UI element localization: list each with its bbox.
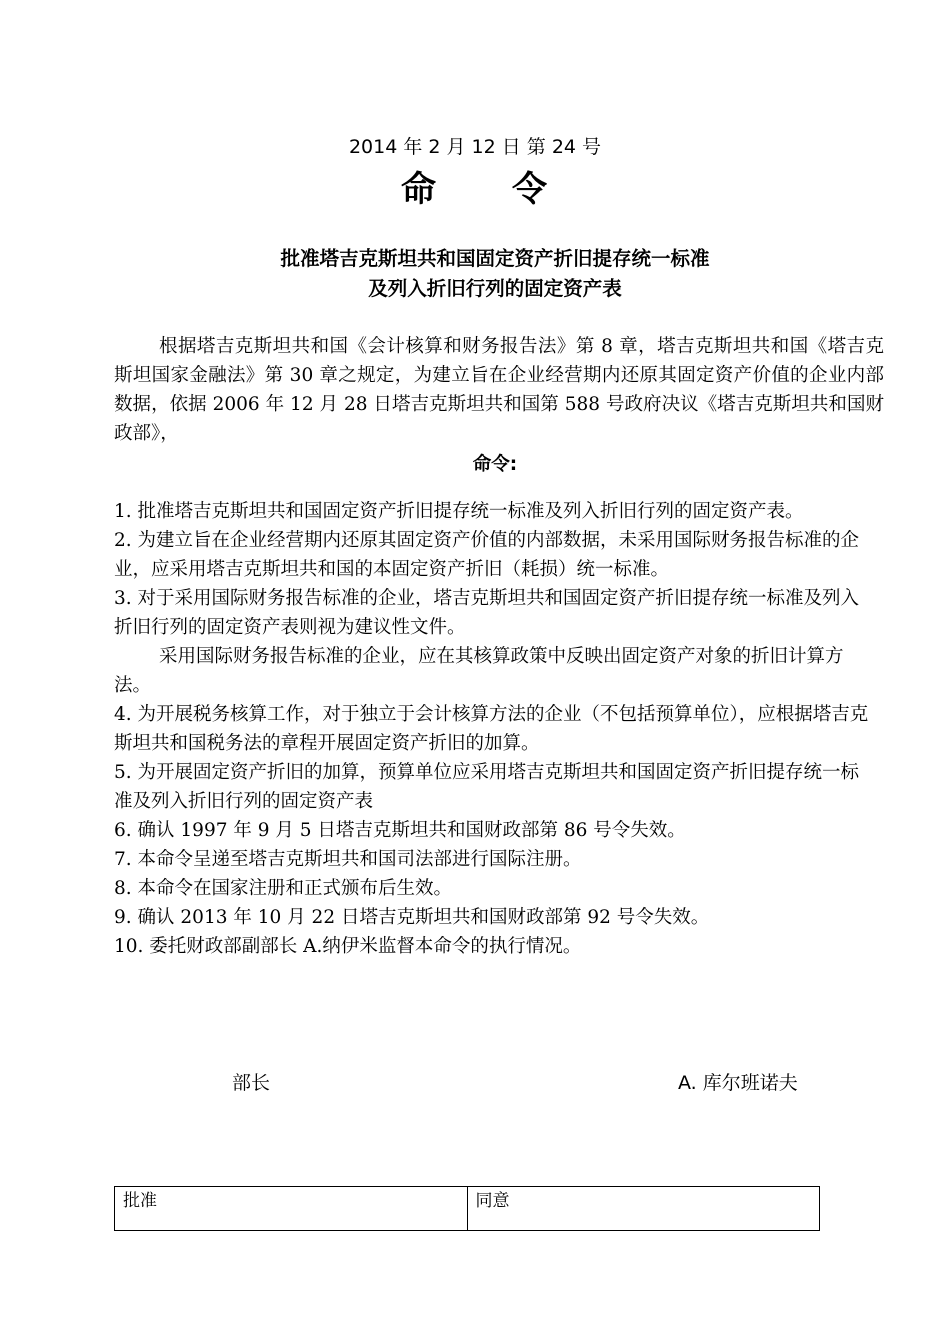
signatory-initial: A. bbox=[678, 1072, 697, 1094]
signatory-position: 部长 bbox=[232, 1072, 271, 1094]
signatory-name bbox=[678, 1069, 798, 1097]
order-item-7: 7. 本命令呈递至塔吉克斯坦共和国司法部进行国际注册。 bbox=[114, 849, 582, 870]
order-item-4: 4. 为开展税务核算工作，对于独立于会计核算方法的企业（不包括预算单位），应根据塔吉克斯坦共和国税务法的章程开展固定资产折旧的加算。 bbox=[114, 704, 869, 754]
order-item-10: 10. 委托财政部副部长 A.纳伊米监督本命令的执行情况。 bbox=[114, 936, 582, 957]
approval-table-row bbox=[115, 1187, 820, 1231]
order-item-3: 3. 对于采用国际财务报告标准的企业，塔吉克斯坦共和国固定资产折旧提存统一标准及列入折旧行列的固定资产表则视为建议性文件。 bbox=[114, 588, 860, 638]
order-item-8: 8. 本命令在国家注册和正式颁布后生效。 bbox=[114, 878, 453, 899]
signatory-surname: 库尔班诺夫 bbox=[702, 1072, 798, 1094]
order-item-3-note: 采用国际财务报告标准的企业，应在其核算政策中反映出固定资产对象的折旧计算方法。 bbox=[114, 646, 844, 696]
preamble-paragraph: 根据塔吉克斯坦共和国《会计核算和财务报告法》第 8 章，塔吉克斯坦共和国《塔吉克斯坦国家金融法》第 30 章之规定，为建立旨在企业经营期内还原其固定资产价值的企业内部数据，依据 2006 年 12 月 28 日塔吉克斯坦共和国第 588 号政府决议《塔吉克斯坦共和国财政部》， bbox=[114, 336, 884, 444]
approve-cell: 批准 bbox=[115, 1187, 468, 1231]
order-date-number: 2014 年 2 月 12 日 第 24 号 bbox=[348, 136, 602, 158]
order-item-2: 2. 为建立旨在企业经营期内还原其固定资产价值的内部数据，未采用国际财务报告标准的企业，应采用塔吉克斯坦共和国的本固定资产折旧（耗损）统一标准。 bbox=[114, 530, 860, 580]
approval-table bbox=[114, 1186, 820, 1231]
order-heading: 命 令 bbox=[400, 170, 549, 210]
order-items-list bbox=[114, 497, 874, 961]
order-item-9: 9. 确认 2013 年 10 月 22 日塔吉克斯坦共和国财政部第 92 号令失效。 bbox=[114, 907, 710, 928]
document-title bbox=[0, 244, 950, 304]
document-title-line-1: 批准塔吉克斯坦共和国固定资产折旧提存统一标准 bbox=[280, 247, 710, 270]
order-item-5: 5. 为开展固定资产折旧的加算，预算单位应采用塔吉克斯坦共和国固定资产折旧提存统一标准及列入折旧行列的固定资产表 bbox=[114, 762, 860, 812]
agree-cell: 同意 bbox=[467, 1187, 820, 1231]
order-item-1: 1. 批准塔吉克斯坦共和国固定资产折旧提存统一标准及列入折旧行列的固定资产表。 bbox=[114, 501, 804, 522]
order-item-6: 6. 确认 1997 年 9 月 5 日塔吉克斯坦共和国财政部第 86 号令失效。 bbox=[114, 820, 686, 841]
ordered-label: 命令: bbox=[472, 454, 518, 475]
document-title-line-2: 及列入折旧行列的固定资产表 bbox=[368, 277, 622, 300]
